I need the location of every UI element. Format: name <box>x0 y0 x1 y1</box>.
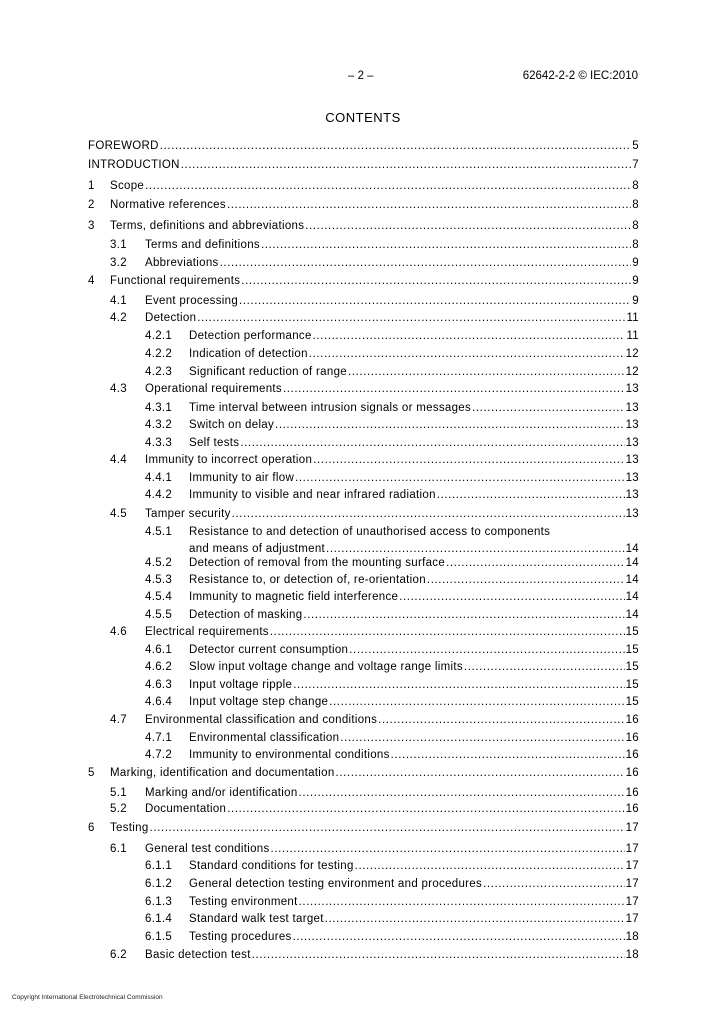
toc-entry-title: Resistance to and detection of unauthorised access to components <box>189 526 551 538</box>
toc-entry-number: 4.3 <box>110 383 127 395</box>
toc-entry-title: General test conditions <box>145 843 270 855</box>
toc-entry[interactable] <box>88 435 639 451</box>
toc-entry-title: Testing <box>110 822 149 834</box>
dot-leader <box>150 820 625 836</box>
toc-entry-title-continued: and means of adjustment <box>189 543 326 555</box>
toc-entry-title: Tamper security <box>145 508 231 520</box>
toc-entry[interactable] <box>88 218 639 234</box>
dot-leader <box>270 624 625 640</box>
dot-leader <box>295 470 625 486</box>
toc-entry-page: 17 <box>625 843 639 855</box>
toc-entry[interactable] <box>88 138 639 154</box>
toc-entry-number: 5.1 <box>110 787 127 799</box>
standard-identifier: 62642-2-2 © IEC:2010 <box>522 70 638 82</box>
toc-entry-number: 6.1.3 <box>145 896 173 908</box>
dot-leader <box>283 381 625 397</box>
dot-leader <box>336 765 625 781</box>
toc-entry[interactable] <box>88 273 639 289</box>
dot-leader <box>160 138 632 154</box>
toc-entry[interactable] <box>88 694 639 710</box>
toc-entry-title: Time interval between intrusion signals or messages <box>189 402 472 414</box>
dot-leader <box>299 894 625 910</box>
toc-entry-number: 2 <box>88 199 95 211</box>
toc-entry-page: 8 <box>632 220 639 232</box>
toc-entry-title: Testing environment <box>189 896 298 908</box>
toc-entry-title: Immunity to visible and near infrared radiation <box>189 489 436 501</box>
toc-entry-page: 14 <box>625 543 639 555</box>
toc-entry-title: Electrical requirements <box>145 626 269 638</box>
toc-entry-number: 4.6.1 <box>145 644 173 656</box>
toc-entry-number: 6.1.4 <box>145 913 173 925</box>
toc-entry[interactable] <box>88 197 639 213</box>
toc-entry-number: 1 <box>88 180 95 192</box>
toc-entry-title: Detection of removal from the mounting surface <box>189 557 446 569</box>
dot-leader <box>325 911 625 927</box>
toc-entry[interactable] <box>88 364 639 380</box>
toc-entry-page: 16 <box>625 803 639 815</box>
toc-entry-number: 4.6.4 <box>145 696 173 708</box>
toc-entry[interactable] <box>88 947 639 963</box>
dot-leader <box>275 417 625 433</box>
toc-entry-page: 17 <box>625 896 639 908</box>
toc-entry-page: 8 <box>632 199 639 211</box>
toc-entry-title: Environmental classification and conditions <box>145 714 378 726</box>
toc-entry-page: 12 <box>625 348 639 360</box>
toc-entry-page: 13 <box>625 402 639 414</box>
dot-leader <box>261 237 631 253</box>
toc-entry[interactable] <box>88 712 639 728</box>
dot-leader <box>293 929 625 945</box>
toc-entry-page: 9 <box>632 275 639 287</box>
toc-entry-title: Basic detection test <box>145 949 251 961</box>
toc-entry-title: Scope <box>110 180 145 192</box>
toc-entry[interactable] <box>88 293 639 309</box>
toc-entry-page: 15 <box>625 679 639 691</box>
toc-entry[interactable] <box>88 801 639 817</box>
toc-entry[interactable] <box>88 178 639 194</box>
toc-entry[interactable] <box>88 820 639 836</box>
toc-entry[interactable] <box>88 524 639 555</box>
toc-entry-page: 14 <box>625 591 639 603</box>
toc-entry-title: Resistance to, or detection of, re-orientation <box>189 574 426 586</box>
toc-entry-page: 17 <box>625 878 639 890</box>
toc-entry-title: Detection of masking <box>189 609 303 621</box>
toc-entry-page: 5 <box>632 140 639 152</box>
toc-entry-title: Event processing <box>145 295 239 307</box>
toc-entry-page: 8 <box>632 239 639 251</box>
toc-entry-number: 6 <box>88 822 95 834</box>
toc-entry-title: Standard walk test target <box>189 913 324 925</box>
toc-entry-page: 13 <box>625 508 639 520</box>
toc-entry-page: 16 <box>625 714 639 726</box>
toc-entry-number: 3.1 <box>110 239 127 251</box>
toc-entry-page: 13 <box>625 383 639 395</box>
toc-entry[interactable] <box>88 310 639 326</box>
toc-entry-number: 4.5.2 <box>145 557 173 569</box>
dot-leader <box>227 197 631 213</box>
dot-leader <box>240 435 624 451</box>
toc-entry[interactable] <box>88 607 639 623</box>
toc-entry[interactable] <box>88 841 639 857</box>
toc-entry-title: Marking and/or identification <box>145 787 298 799</box>
toc-entry-page: 13 <box>625 437 639 449</box>
toc-entry[interactable] <box>88 452 639 468</box>
toc-entry-number: 4.4.2 <box>145 489 173 501</box>
dot-leader <box>427 572 625 588</box>
dot-leader <box>355 858 625 874</box>
toc-entry-title: Marking, identification and documentation <box>110 767 335 779</box>
toc-entry[interactable] <box>88 555 639 571</box>
toc-entry-number: 6.2 <box>110 949 127 961</box>
dot-leader <box>472 400 625 416</box>
dot-leader <box>227 801 624 817</box>
toc-entry[interactable] <box>88 487 639 503</box>
toc-entry-title: INTRODUCTION <box>88 159 180 171</box>
toc-entry-title: Immunity to environmental conditions <box>189 749 390 761</box>
toc-entry-page: 13 <box>625 489 639 501</box>
dot-leader <box>483 876 625 892</box>
toc-entry-page: 15 <box>625 661 639 673</box>
toc-entry-page: 11 <box>626 330 639 342</box>
toc-entry[interactable] <box>88 589 639 605</box>
dot-leader <box>252 947 625 963</box>
toc-entry-title: Detection <box>145 312 197 324</box>
toc-entry-number: 4.6.3 <box>145 679 173 691</box>
toc-entry[interactable] <box>88 659 639 675</box>
toc-entry-number: 5 <box>88 767 95 779</box>
toc-entry[interactable] <box>88 400 639 416</box>
toc-entry-number: 4.5 <box>110 508 127 520</box>
toc-entry-page: 15 <box>625 696 639 708</box>
toc-entry[interactable] <box>88 894 639 910</box>
toc-entry-title: Operational requirements <box>145 383 282 395</box>
toc-entry[interactable] <box>88 642 639 658</box>
toc-entry-title: Self tests <box>189 437 240 449</box>
toc-entry-title: Environmental classification <box>189 732 340 744</box>
dot-leader <box>340 730 624 746</box>
toc-entry[interactable] <box>88 255 639 271</box>
dot-leader <box>303 607 624 623</box>
toc-entry-page: 9 <box>632 257 639 269</box>
toc-entry-number: 4.1 <box>110 295 127 307</box>
toc-entry-number: 4.6.2 <box>145 661 173 673</box>
toc-entry-number: 4.2 <box>110 312 127 324</box>
toc-entry-title: Input voltage step change <box>189 696 329 708</box>
dot-leader <box>313 452 624 468</box>
toc-entry-number: 4.4.1 <box>145 472 173 484</box>
dot-leader <box>437 487 625 503</box>
toc-entry[interactable] <box>88 765 639 781</box>
toc-entry-number: 4.3.1 <box>145 402 173 414</box>
toc-entry-page: 15 <box>625 644 639 656</box>
toc-entry-number: 6.1 <box>110 843 127 855</box>
toc-entry[interactable] <box>88 417 639 433</box>
toc-entry-number: 4.5.5 <box>145 609 173 621</box>
toc-entry-title: General detection testing environment and procedures <box>189 878 483 890</box>
toc-entry[interactable] <box>88 876 639 892</box>
toc-entry-number: 4.6 <box>110 626 127 638</box>
toc-entry-page: 13 <box>625 454 639 466</box>
toc-entry-number: 4.4 <box>110 454 127 466</box>
toc-entry-page: 17 <box>625 913 639 925</box>
page-title: CONTENTS <box>325 110 401 125</box>
toc-entry[interactable] <box>88 157 639 173</box>
toc-entry-number: 4.2.2 <box>145 348 173 360</box>
toc-entry[interactable] <box>88 506 639 522</box>
dot-leader <box>181 157 632 173</box>
toc-entry-page: 11 <box>626 312 639 324</box>
toc-entry[interactable] <box>88 677 639 693</box>
dot-leader <box>464 659 625 675</box>
toc-entry[interactable] <box>88 237 639 253</box>
toc-entry-page: 17 <box>625 860 639 872</box>
dot-leader <box>313 328 626 344</box>
toc-entry-page: 16 <box>625 787 639 799</box>
dot-leader <box>241 273 631 289</box>
dot-leader <box>378 712 624 728</box>
toc-entry-title: Slow input voltage change and voltage range limits <box>189 661 463 673</box>
toc-entry-page: 18 <box>625 931 639 943</box>
toc-entry[interactable] <box>88 747 639 763</box>
toc-entry-page: 17 <box>625 822 639 834</box>
dot-leader <box>271 841 625 857</box>
toc-entry-title: Significant reduction of range <box>189 366 347 378</box>
toc-entry-title: Immunity to magnetic field interference <box>189 591 399 603</box>
toc-entry-number: 4.2.3 <box>145 366 173 378</box>
toc-entry-page: 9 <box>632 295 639 307</box>
dot-leader <box>232 506 625 522</box>
dot-leader <box>145 178 631 194</box>
toc-entry-number: 4.3.3 <box>145 437 173 449</box>
toc-entry-number: 4.7.2 <box>145 749 173 761</box>
toc-entry-title: Terms and definitions <box>145 239 260 251</box>
toc-entry-title: Input voltage ripple <box>189 679 293 691</box>
toc-entry-title: Detector current consumption <box>189 644 349 656</box>
dot-leader <box>329 694 624 710</box>
toc-entry-number: 4.7 <box>110 714 127 726</box>
toc-entry-number: 4.7.1 <box>145 732 173 744</box>
toc-entry-number: 4 <box>88 275 95 287</box>
copyright-footer: Copyright International Electrotechnical Commission <box>12 994 163 1001</box>
dot-leader <box>391 747 625 763</box>
toc-entry[interactable] <box>88 929 639 945</box>
toc-entry-page: 16 <box>625 732 639 744</box>
toc-entry[interactable] <box>88 730 639 746</box>
toc-entry[interactable] <box>88 381 639 397</box>
toc-entry-number: 4.2.1 <box>145 330 173 342</box>
dot-leader <box>349 642 624 658</box>
dot-leader <box>239 293 631 309</box>
toc-entry-number: 4.5.4 <box>145 591 173 603</box>
toc-entry-page: 18 <box>625 949 639 961</box>
toc-entry-page: 13 <box>625 472 639 484</box>
toc-entry-page: 14 <box>625 609 639 621</box>
toc-entry-title: Standard conditions for testing <box>189 860 354 872</box>
toc-entry-number: 4.5.3 <box>145 574 173 586</box>
toc-entry-title: Abbreviations <box>145 257 219 269</box>
toc-entry-title: Indication of detection <box>189 348 308 360</box>
toc-entry-title: Immunity to incorrect operation <box>145 454 313 466</box>
toc-entry-title: Terms, definitions and abbreviations <box>110 220 305 232</box>
toc-entry-number: 5.2 <box>110 803 127 815</box>
page-header <box>88 70 638 86</box>
toc-entry[interactable] <box>88 572 639 588</box>
dot-leader <box>293 677 624 693</box>
dot-leader <box>197 310 625 326</box>
toc-entry-number: 4.5.1 <box>145 526 173 538</box>
toc-entry-page: 12 <box>625 366 639 378</box>
toc-entry-title: FOREWORD <box>88 140 159 152</box>
toc-entry-title: Detection performance <box>189 330 312 342</box>
toc-entry[interactable] <box>88 858 639 874</box>
toc-entry[interactable] <box>88 346 639 362</box>
dot-leader <box>309 346 625 362</box>
toc-entry-number: 4.3.2 <box>145 419 173 431</box>
toc-entry-title: Functional requirements <box>110 275 241 287</box>
dot-leader <box>399 589 624 605</box>
toc-entry-title: Switch on delay <box>189 419 275 431</box>
dot-leader <box>305 218 631 234</box>
dot-leader <box>348 364 625 380</box>
dot-leader <box>446 555 625 571</box>
toc-entry-number: 6.1.5 <box>145 931 173 943</box>
toc-entry-page: 13 <box>625 419 639 431</box>
toc-entry-title: Immunity to air flow <box>189 472 295 484</box>
dot-leader <box>220 255 632 271</box>
toc-entry[interactable] <box>88 328 639 344</box>
toc-entry-title: Documentation <box>145 803 227 815</box>
page-number: – 2 – <box>348 70 374 82</box>
toc-entry-title: Normative references <box>110 199 226 211</box>
toc-entry[interactable] <box>88 624 639 640</box>
toc-entry-page: 14 <box>625 574 639 586</box>
toc-entry[interactable] <box>88 911 639 927</box>
toc-entry[interactable] <box>88 470 639 486</box>
toc-entry-title: Testing procedures <box>189 931 292 943</box>
toc-entry-page: 16 <box>625 767 639 779</box>
dot-leader <box>299 785 625 801</box>
toc-entry-page: 14 <box>625 557 639 569</box>
toc-entry-number: 3 <box>88 220 95 232</box>
toc-entry-page: 7 <box>632 159 639 171</box>
toc-entry[interactable] <box>88 785 639 801</box>
toc-entry-page: 15 <box>625 626 639 638</box>
toc-entry-page: 8 <box>632 180 639 192</box>
toc-entry-number: 6.1.2 <box>145 878 173 890</box>
toc-entry-number: 6.1.1 <box>145 860 173 872</box>
toc-entry-number: 3.2 <box>110 257 127 269</box>
toc-entry-page: 16 <box>625 749 639 761</box>
